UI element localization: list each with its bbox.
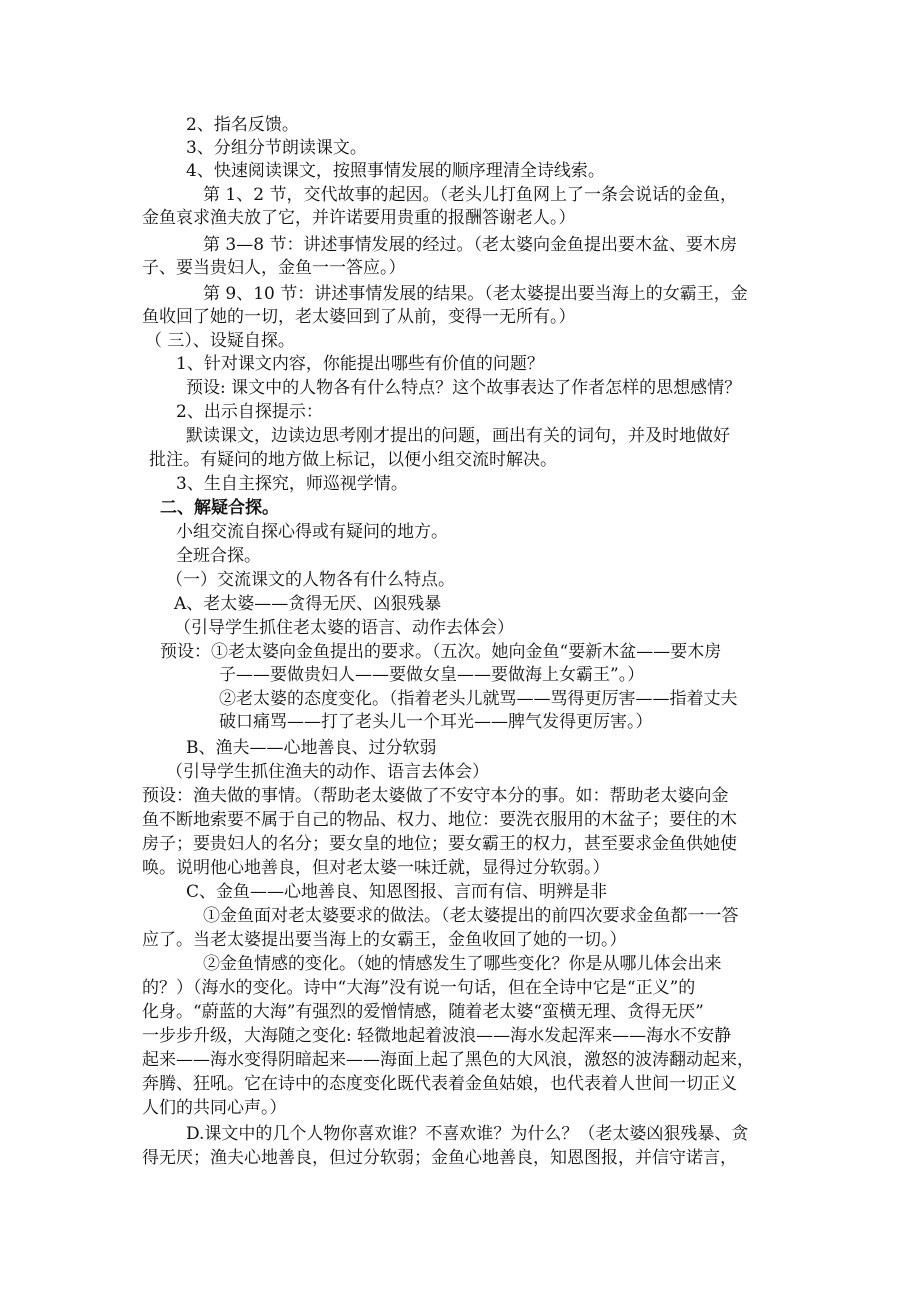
- text-line: 2、出示自探提示：: [176, 402, 323, 422]
- text-line: D.课文中的几个人物你喜欢谁？不喜欢谁？为什么？（老太婆凶狠残暴、贪: [186, 1124, 749, 1144]
- text-line: 预设: 课文中的人物各有什么特点？这个故事表达了作者怎样的思想感情？: [186, 378, 742, 398]
- text-line: 默读课文，边读边思考刚才提出的问题，画出有关的词句，并及时地做好: [186, 426, 730, 446]
- text-line: 小组交流自探心得或有疑问的地方。: [176, 522, 448, 542]
- text-line: （引导学生抓住渔夫的动作、语言去体会）: [166, 762, 489, 782]
- text-line: 子——要做贵妇人——要做女皇——要做海上女霸王”。）: [219, 665, 645, 685]
- text-line: 4、快速阅读课文，按照事情发展的顺序理清全诗线索。: [186, 161, 605, 181]
- text-line: 3、生自主探究，师巡视学情。: [176, 474, 408, 494]
- text-line: ②金鱼情感的变化。（她的情感发生了哪些变化？你是从哪儿体会出来: [203, 954, 722, 974]
- text-line: （ 三）、设疑自探。: [145, 331, 295, 351]
- text-line: 起来——海水变得阴暗起来——海面上起了黑色的大风浪，激怒的波涛翻动起来，: [142, 1050, 754, 1070]
- text-line: 奔腾、狂吼。它在诗中的态度变化既代表着金鱼姑娘，也代表着人世间一切正义: [142, 1074, 737, 1094]
- text-line: 第 1、2 节，交代故事的起因。（老头儿打鱼网上了一条会说话的金鱼，: [203, 185, 737, 205]
- text-line: 破口痛骂——打了老头儿一个耳光——脾气发得更厉害。）: [219, 712, 653, 732]
- text-line: B、渔夫——心地善良、过分软弱: [186, 738, 437, 758]
- text-line: 唤。说明他心地善良，但对老太婆一味迁就，显得过分软弱。）: [142, 858, 610, 878]
- text-line: 一步步升级，大海随之变化: 轻微地起着波浪——海水发起浑来——海水不安静: [142, 1026, 732, 1046]
- text-line: ①金鱼面对老太婆要求的做法。（老太婆提出的前四次要求金鱼都一一答: [203, 906, 739, 926]
- text-line: 预设：渔夫做的事情。（帮助老太婆做了不安守本分的事。如：帮助老太婆向金: [142, 786, 729, 806]
- text-line: （引导学生抓住老太婆的语言、动作去体会）: [174, 618, 514, 638]
- text-line: A、老太婆——贪得无厌、凶狠残暴: [174, 594, 442, 614]
- text-line: 金鱼哀求渔夫放了它，并许诺要用贵重的报酬答谢老人。）: [142, 208, 576, 228]
- text-line: 子、要当贵妇人，金鱼一一答应。）: [142, 258, 406, 278]
- text-line: 预设：①老太婆向金鱼提出的要求。（五次。她向金鱼“要新木盆——要木房: [160, 642, 722, 662]
- text-line: 得无厌；渔夫心地善良，但过分软弱；金鱼心地善良，知恩图报，并信守诺言，: [142, 1148, 737, 1168]
- text-line: 房子；要贵妇人的名分；要女皇的地位；要女霸王的权力，甚至要求金鱼供她使: [142, 834, 737, 854]
- text-line: C、金鱼——心地善良、知恩图报、言而有信、明辨是非: [186, 882, 608, 902]
- text-line: 鱼不断地索要不属于自己的物品、权力、地位：要洗衣服用的木盆子；要住的木: [142, 810, 737, 830]
- text-line: 的？）（海水的变化。诗中“大海”没有说一句话，但在全诗中它是“正义”的: [142, 978, 696, 998]
- text-line: 第 3—8 节：讲述事情发展的经过。（老太婆向金鱼提出要木盆、要木房: [203, 235, 737, 255]
- text-line: （一）交流课文的人物各有什么特点。: [166, 570, 455, 590]
- section-heading: 二、解疑合探。: [160, 498, 279, 518]
- text-line: ②老太婆的态度变化。（指着老头儿就骂——骂得更厉害——指着丈夫: [219, 689, 738, 709]
- text-line: 应了。当老太婆提出要当海上的女霸王，金鱼收回了她的一切。）: [142, 930, 627, 950]
- text-line: 鱼收回了她的一切，老太婆回到了从前，变得一无所有。）: [142, 307, 576, 327]
- text-line: 2、指名反馈。: [186, 115, 299, 135]
- text-line: 人们的共同心声。）: [142, 1098, 287, 1118]
- text-line: 1、针对课文内容，你能提出哪些有价值的问题？: [176, 354, 544, 374]
- text-line: 全班合探。: [176, 546, 261, 566]
- text-line: 批注。有疑问的地方做上标记，以便小组交流时解决。: [149, 450, 557, 470]
- text-line: 化身。“蔚蓝的大海”有强烈的爱憎情感，随着老太婆“蛮横无理、贪得无厌”: [142, 1002, 704, 1022]
- text-line: 第 9、10 节：讲述事情发展的结果。（老太婆提出要当海上的女霸王，金: [203, 284, 748, 304]
- text-line: 3、分组分节朗读课文。: [186, 138, 367, 158]
